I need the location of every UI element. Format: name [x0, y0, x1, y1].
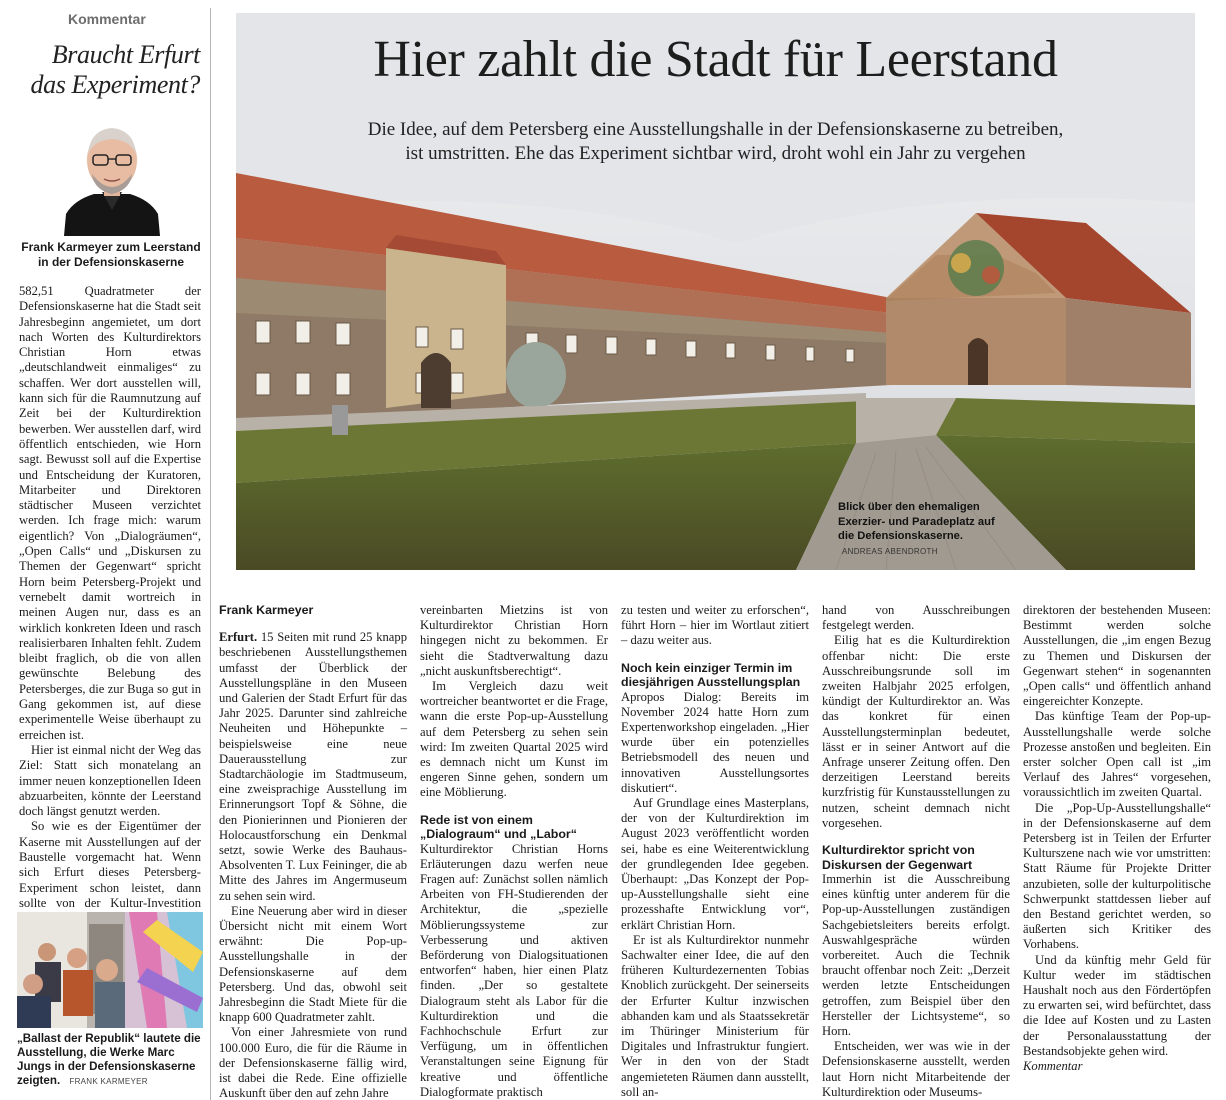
photo-caption	[838, 500, 998, 559]
article-paragraph: direktoren der bestehenden Museen: Bestimmt werden solche Ausstellungen, die „im engen Bezug zu Themen und Diskursen der Gegenwart stehen“ in sogenannten „Open calls“ und öffentlich anhand eingereichter Konzepte.	[1023, 603, 1211, 709]
article-paragraph: Von einer Jahresmiete von rund 100.000 Euro, die für die Räume in der Defensionskaserne fällig wird, ist dabei die Rede. Eine offizielle Auskunft über den auf zehn Jahre	[219, 1025, 407, 1100]
article-paragraph: hand von Ausschreibungen festgelegt werden.	[822, 603, 1010, 633]
subline-line1: Die Idee, auf dem Petersberg eine Ausstellungshalle in der Defensionskaserne zu betreiben,	[367, 119, 1064, 140]
subline-line2: ist umstritten. Ehe das Experiment sichtbar wird, droht wohl ein Jahr zu vergehen	[405, 143, 1026, 164]
portrait-caption	[16, 240, 206, 270]
exhibition-photo-credit: FRANK KARMEYER	[69, 1077, 148, 1086]
column-divider	[210, 8, 211, 1100]
article-paragraph: Eilig hat es die Kulturdirektion offenbar nicht: Die erste Ausschreibungsrunde soll im zweiten Halbjahr 2025 erfolgen, kündigt der Kulturdirektor an. Was das konkret für einen Ausstellungsterminplan bedeutet, lässt er in seiner Antwort auf die Anfrage unserer Zeitung offen. Den derzeitigen Leerstand bereits kurzfristig für Kunstausstellungen zu nutzen, scheint demnach nicht vorgesehen.	[822, 633, 1010, 830]
subheading: Rede ist von einem „Dialograum“ und „Labor“	[420, 812, 577, 842]
article-column-3	[621, 603, 809, 1100]
article-paragraph: Immerhin ist die Ausschreibung eines künftig unter anderem für die Pop-up-Ausstellungen zuständigen Sachgebietsleiters bereits erfolgt. Auswahlgespräche würden vorbereitet. Auch die Technik braucht offenbar noch Zeit: „Derzeit werden letzte Entscheidungen getroffen, zum Beispiel über den Hersteller der Lichtsysteme“, so Horn.	[822, 872, 1010, 1039]
dateline: Erfurt.	[219, 630, 258, 645]
article-paragraph: Das künftige Team der Pop-up-Ausstellungshalle werde solche Prozesse anstoßen und begleiten. Ein erster solcher Open call ist „im Verlauf des Jahres“ vorgesehen, voraussichtlich im zweiten Quartal.	[1023, 709, 1211, 800]
article-paragraph	[219, 630, 407, 904]
commentary-paragraph: 582,51 Quadratmeter der Defensionskaserne hat die Stadt seit Jahresbeginn angemietet, um dort nach Worten des Kulturdirektors Christian Horn etwas „deutschlandweit einmaliges“ zu schaffen. Wer dort ausstellen will, kann sich für die Raumnutzung auf Zeit bei der Kulturdirektion bewerben. Wer ausstellen darf, wird öffentlich entschieden, wie Horn sagt. Bewusst soll auf die Expertise und Entscheidung der Kuratoren, Mitarbeiter und Direktoren städtischer Museen verzichtet werden. Ich frage mich: warum eigentlich? Von „Dialogräumen“, „Open Calls“ und „Diskursen zu Themen der Gegenwart“ spricht Horn beim Petersberg-Projekt und vernebelt damit wortreich in meinen Augen nur, dass es an wirklich konkreten Ideen und rasch realisierbaren Inhalten fehlt. Zudem bleibt fraglich, ob die von allen gewünschte Belebung des Petersberges, die zur Buga so gut in Gang gekommen ist, auf diese experimentelle Weise überhaupt zu erreichen ist.	[19, 284, 201, 742]
subheading: Kulturdirektor spricht von Diskursen der Gegenwart	[822, 843, 975, 872]
article-paragraph: Kulturdirektor Christian Horns Erläuterungen dazu werfen neue Fragen auf: Zunächst sollen nämlich Arbeiten von FH-Studierenden der Architektur, die „spezielle Möblierungssysteme zur Verbesserung und aktiven Beförderung von Dialogsituationen entworfen“ haben, hier einen Platz finden. „Der so gestaltete Dialograum steht als Labor für die Kulturdirektion und die Fachhochschule Erfurt zur Verfügung, um in öffentlichen Veranstaltungen seine Eignung für kreative und öffentliche Dialogformate praktisch	[420, 841, 608, 1099]
lead-text: 15 Seiten mit rund 25 knapp beschriebenen Ausstellungsthemen umfasst der Überblick der Ausstellungspläne in den Museen und Galerien der Stadt Erfurt für das Jahr 2025. Darunter sind zahlreiche Neuheiten und Höhepunkte – beispielsweise eine neue Dauerausstellung zur Stadtarchäologie im Stadtmuseum, eine zweisprachige Ausstellung im Erinnerungsort Topf & Söhne, die den Pionierinnen und Pionieren der Holocaustforschung ein Denkmal setzt, sowie Werke des Bauhaus-Absolventen T. Lux Feininger, die ab Mitte des Jahres im Angermuseum zu sehen sein wird.	[219, 630, 407, 903]
commentary-paragraph: Hier ist einmal nicht der Weg das Ziel: Statt sich monatelang an immer neuen konzeptionellen Ideen abzuarbeiten, könnte der Leerstand doch längst genutzt werden.	[19, 742, 201, 819]
exhibition-photo	[17, 912, 203, 1028]
author-portrait	[64, 118, 160, 236]
commentary-reference: Kommentar	[1023, 1059, 1083, 1074]
commentary-title-line2: das Experiment?	[30, 70, 200, 99]
photo-credit: ANDREAS ABENDROTH	[842, 546, 938, 556]
article-column-5	[1023, 603, 1211, 1074]
article-column-2	[420, 603, 608, 1100]
article-column-1	[219, 603, 407, 1100]
commentary-body	[19, 284, 201, 926]
author-byline: Frank Karmeyer	[219, 603, 314, 617]
article-paragraph: Die „Pop-Up-Ausstellungshalle“ in der Defensionskaserne auf dem Petersberg ist in Teilen der Erfurter Kulturszene nach wie vor umstritten: Statt Räume für Projekte Dritter anzubieten, solle der kulturpolitische Schwerpunkt stattdessen lieber auf den Bestand gerichtet werden, so äußerten sich Kritiker des Vorhabens.	[1023, 800, 1211, 952]
portrait-caption-line1: Frank Karmeyer zum Leerstand	[21, 240, 201, 254]
commentary-title	[14, 40, 200, 100]
exhibition-caption-text: „Ballast der Republik“ lautete die Ausstellung, die Werke Marc Jungs in der Defensionskaserne zeigten.	[17, 1032, 201, 1087]
subline	[236, 118, 1195, 166]
subheading: Noch kein einziger Termin im diesjährigen Ausstellungsplan	[621, 660, 801, 690]
article-paragraph: Im Vergleich dazu weit wortreicher beantwortet er die Frage, wann die erste Pop-up-Ausstellung auf dem Petersberg zu sehen sein wird: Im zweiten Quartal 2025 wird es demnach nicht um Kunst im engeren Sinne gehen, sondern um eine Möblierung.	[420, 679, 608, 800]
article-paragraph: Er ist als Kulturdirektor nunmehr Sachwalter einer Idee, die auf den früheren Kulturdezernenten Tobias Knoblich zurückgeht. Der seinerseits der Erfurter Kultur inzwischen abhanden kam und als Staatssekretär im Thüringer Ministerium für Digitales und Infrastruktur fungiert. Wer in den von der Stadt angemieteten Räumen dann ausstellt, soll an-	[621, 932, 809, 1099]
article-paragraph: Eine Neuerung aber wird in dieser Übersicht nicht mit einem Wort erwähnt: Die Pop-up-Ausstellungshalle in der Defensionskaserne auf dem Petersberg. Und das, obwohl seit Jahresbeginn die Stadt Miete für die knapp 600 Quadratmeter zahlt.	[219, 903, 407, 1025]
article-paragraph: Auf Grundlage eines Masterplans, der von der Kulturdirektion im August 2023 veröffentlicht worden sei, habe es eine Weiterentwicklung der grundlegenden Idee gegeben. Überhaupt: „Das Konzept der Pop-up-Ausstellungshalle sieht eine prozesshafte Entwicklung vor“, erklärt Christian Horn.	[621, 796, 809, 932]
article-paragraph: zu testen und weiter zu erforschen“, führt Horn – hier im Wortlaut zitiert – dazu weiter aus.	[621, 603, 809, 648]
article-paragraph: Und da künftig mehr Geld für Kultur weder im städtischen Haushalt noch aus den Fördertöpfen zu erwarten sei, wird befürchtet, dass die Idee auf Kosten und zu Lasten der Personalausstattung der Bestandsobjekte gehen wird.	[1023, 952, 1211, 1058]
portrait-caption-line2: in der Defensionskaserne	[37, 255, 185, 269]
kaserne-photo	[236, 13, 1195, 570]
article-paragraph: Apropos Dialog: Bereits im November 2024 hatte Horn zum Expertenworkshop eingeladen. „Hier wurde über ein potenzielles Betriebsmodell des neuen und innovativen Ausstellungsortes diskutiert“.	[621, 689, 809, 795]
exhibition-caption	[17, 1032, 207, 1089]
commentary-title-line1: Braucht Erfurt	[51, 40, 200, 69]
photo-caption-text: Blick über den ehemaligen Exerzier- und Paradeplatz auf die Defensionskaserne.	[838, 501, 995, 542]
headline: Hier zahlt die Stadt für Leerstand	[373, 31, 1058, 88]
article-column-4	[822, 603, 1010, 1100]
article-paragraph: vereinbarten Mietzins ist von Kulturdirektor Christian Horn hingegen nicht zu bekommen. Er sieht die Stadtverwaltung dazu „nicht auskunftsberechtigt“.	[420, 603, 608, 678]
article-paragraph: Entscheiden, wer was wie in der Defensionskaserne ausstellt, werden laut Horn nicht Mitarbeitende der Kulturdirektion oder Museums-	[822, 1039, 1010, 1099]
commentary-paragraph: So wie es der Eigentümer der Kaserne mit Ausstellungen auf der Baustelle vorgemacht hat. Wenn sich Erfurt dieses Petersberg-Experiment schon leistet, dann sollte von der Kultur-Investition	[19, 819, 201, 910]
commentary-kicker: Kommentar	[68, 11, 146, 27]
